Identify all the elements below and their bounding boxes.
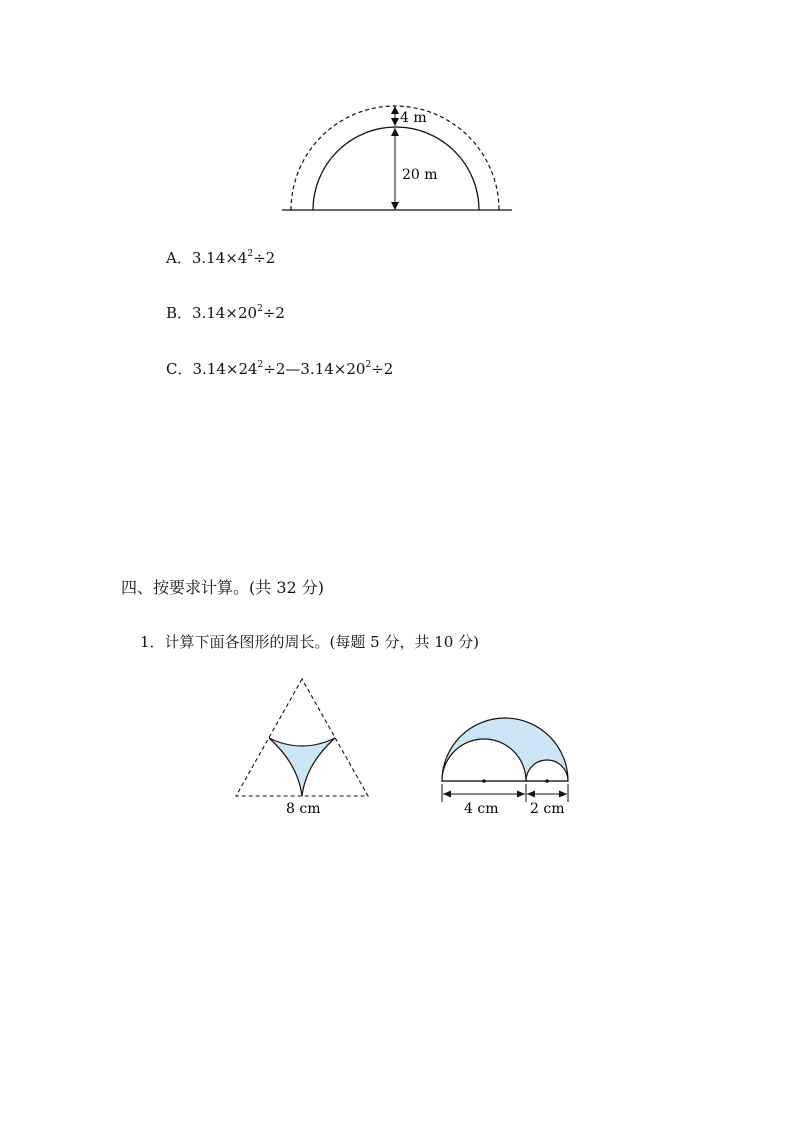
label-4cm: 4 cm	[464, 801, 499, 817]
option-a: A．$3.14\times 4^2\div 2$	[166, 249, 276, 267]
semicircles-figure	[434, 710, 580, 820]
center-dot-left	[482, 779, 486, 783]
label-20m: 20 m	[402, 167, 438, 183]
triangle-figure	[228, 674, 378, 824]
label-8cm: 8 cm	[286, 801, 321, 817]
option-c: C．$3.14\times 24^2\div 2—3.14\times 20^2\div 2$	[166, 360, 394, 378]
section-heading: 四、按要求计算。(共 32 分)	[121, 578, 325, 597]
question-1: 1．计算下面各图形的周长。(每题 5 分，共 10 分)	[140, 633, 479, 651]
semicircle-figure	[270, 96, 520, 218]
label-2cm: 2 cm	[530, 801, 565, 817]
center-dot-right	[545, 779, 549, 783]
label-4m: 4 m	[400, 110, 427, 126]
option-b: B．$3.14\times 20^2\div 2$	[166, 304, 285, 322]
shaded-curved-triangle	[269, 738, 335, 796]
inner-semicircle	[313, 127, 479, 210]
